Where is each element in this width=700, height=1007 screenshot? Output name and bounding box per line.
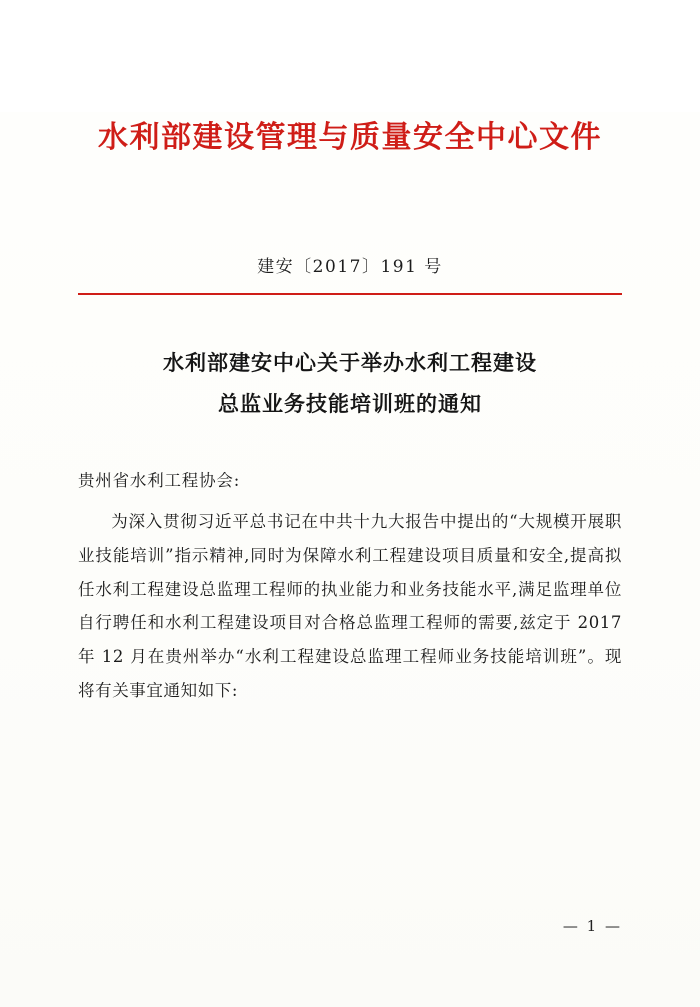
document-content xyxy=(0,112,700,708)
document-page xyxy=(0,112,700,1007)
body-paragraph xyxy=(78,505,622,708)
page-title-line-1: 水利部建安中心关于举办水利工程建设 xyxy=(163,350,537,375)
page-number: — 1 — xyxy=(562,917,622,935)
recipient-line: 贵州省水利工程协会: xyxy=(78,470,241,490)
document-number: 建安〔2017〕191 号 xyxy=(257,257,443,277)
page-title xyxy=(78,343,622,425)
document-masthead: 水利部建设管理与质量安全中心文件 xyxy=(98,120,602,155)
red-divider-rule xyxy=(78,293,622,295)
body-paragraph-text: 为深入贯彻习近平总书记在中共十九大报告中提出的“大规模开展职业技能培训”指示精神,同时为保障水利工程建设项目质量和安全,提高拟任水利工程建设总监理工程师的执业能力和业务技能水平,满足监理单位自行聘任和水利工程建设项目对合格总监理工程师的需要,兹定于 2017 年 12 月在贵州举办“水利工程建设总监理工程师业务技能培训班”。现将有关事宜通知如下: xyxy=(78,511,622,700)
page-title-line-2: 总监业务技能培训班的通知 xyxy=(218,390,482,416)
